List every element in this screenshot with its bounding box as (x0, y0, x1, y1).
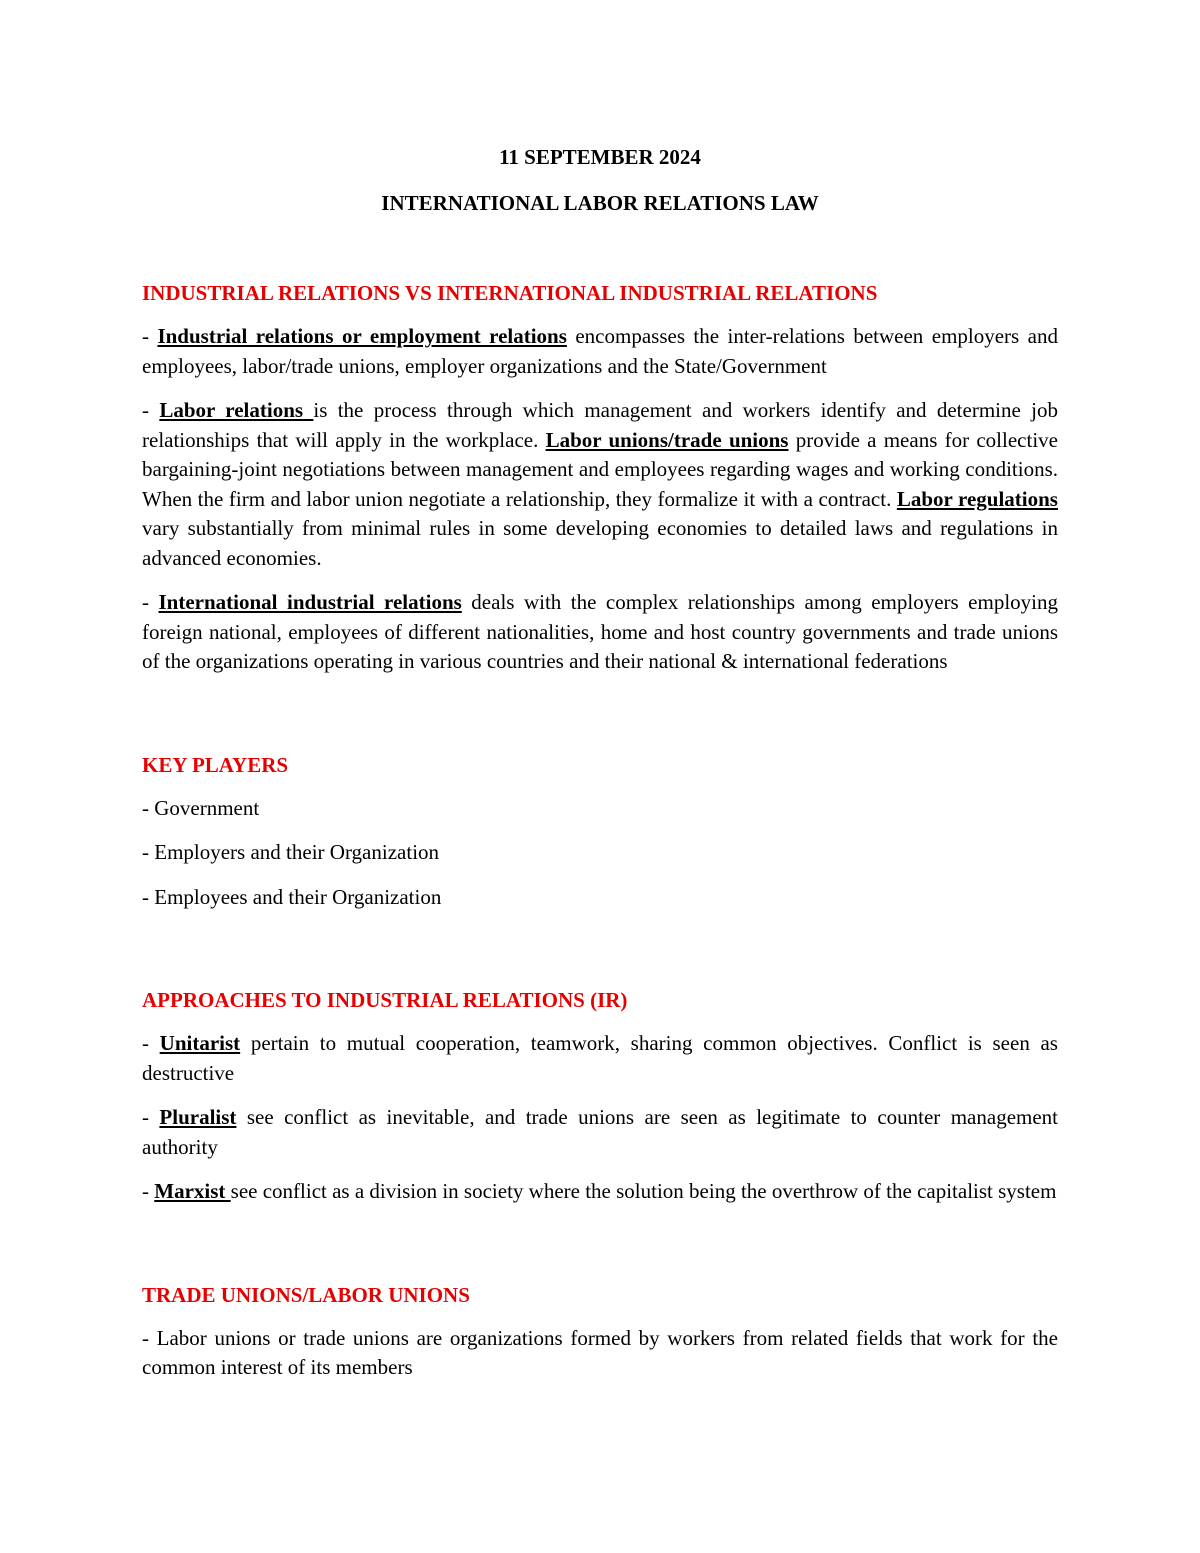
bullet-prefix: - (142, 590, 159, 614)
document-date: 11 SEPTEMBER 2024 (499, 145, 701, 169)
term-industrial-relations: Industrial relations or employment relations (157, 324, 567, 348)
paragraph-industrial-relations (142, 322, 1058, 381)
section-heading-key-players: KEY PLAYERS (142, 752, 289, 777)
list-item-government: - Government (142, 795, 260, 820)
term-marxist: Marxist (154, 1179, 231, 1203)
paragraph-text: deals with the complex relationships among employers employing foreign national, employees of different nationalities, home and host country governments and trade unions of the organizations operating in various countries and their national & international federations (142, 590, 1059, 673)
section-heading-trade-unions: TRADE UNIONS/LABOR UNIONS (142, 1282, 470, 1307)
paragraph-pluralist (142, 1103, 1058, 1162)
term-international-industrial-relations: International industrial relations (158, 590, 462, 614)
paragraph-text: is the process through which management and workers identify and determine job relationships that will apply in the workplace. (142, 398, 1058, 452)
document-title: INTERNATIONAL LABOR RELATIONS LAW (381, 191, 819, 215)
paragraph-text: vary substantially from minimal rules in some developing economies to detailed laws and regulations in advanced economies. (142, 516, 1058, 570)
section-heading-approaches: APPROACHES TO INDUSTRIAL RELATIONS (IR) (142, 988, 628, 1012)
bullet-prefix: - (142, 398, 160, 422)
paragraph-international-industrial-relations (142, 588, 1058, 677)
paragraph-marxist (142, 1177, 1058, 1207)
bullet-prefix: - (142, 1179, 155, 1203)
term-labor-unions: Labor unions/trade unions (545, 427, 789, 452)
paragraph-unitarist (142, 1029, 1058, 1088)
list-item-employees: - Employees and their Organization (142, 884, 442, 909)
paragraph-text: provide a means for collective bargaining-joint negotiations between management and employees regarding wages and working conditions. When the firm and labor union negotiate a relationship, they formalize it with a contract. (142, 427, 1058, 511)
bullet-prefix: - (142, 324, 158, 348)
paragraph-text: see conflict as a division in society where the solution being the overthrow of the capitalist system (230, 1179, 1057, 1203)
term-pluralist: Pluralist (159, 1105, 237, 1129)
list-item-employers: - Employers and their Organization (142, 840, 440, 864)
section-heading-industrial-relations: INDUSTRIAL RELATIONS VS INTERNATIONAL INDUSTRIAL RELATIONS (142, 281, 878, 305)
bullet-prefix: - (142, 1105, 160, 1129)
bullet-prefix: - (142, 1031, 160, 1055)
paragraph-trade-unions: - Labor unions or trade unions are organizations formed by workers from related fields that work for the common interest of its members (142, 1325, 1058, 1379)
paragraph-labor-relations (142, 396, 1058, 573)
paragraph-text: pertain to mutual cooperation, teamwork, sharing common objectives. Conflict is seen as destructive (142, 1031, 1058, 1085)
document-page (142, 140, 1058, 1383)
term-labor-relations: Labor relations (159, 398, 314, 422)
term-unitarist: Unitarist (159, 1031, 241, 1055)
paragraph-text: encompasses the inter-relations between employers and employees, labor/trade unions, employer organizations and the State/Government (142, 324, 1058, 378)
term-labor-regulations: Labor regulations (896, 486, 1058, 511)
paragraph-text: see conflict as inevitable, and trade unions are seen as legitimate to counter management authority (142, 1105, 1059, 1159)
